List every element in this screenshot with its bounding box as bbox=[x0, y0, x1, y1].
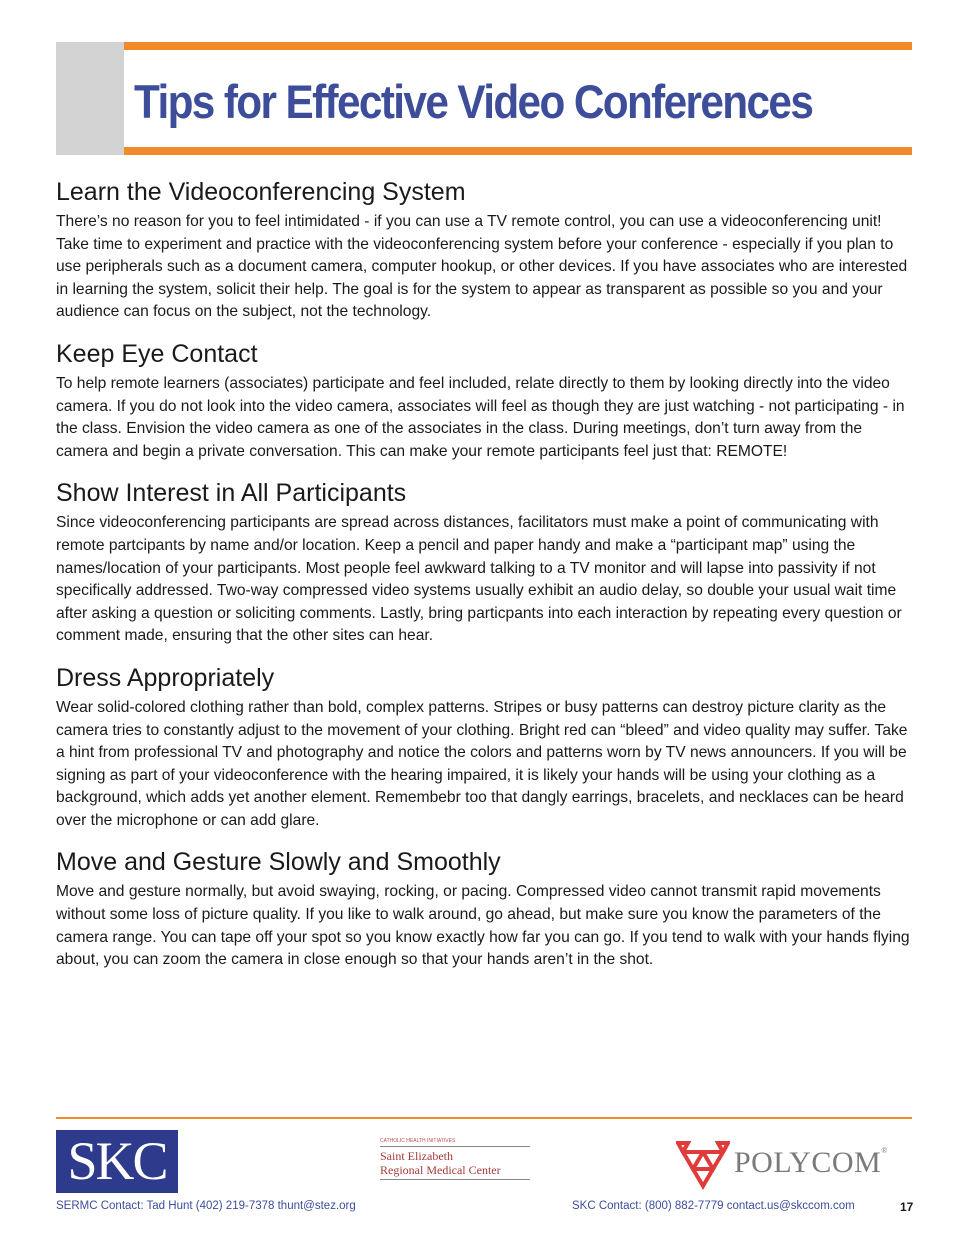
section-heading: Dress Appropriately bbox=[56, 663, 275, 692]
footer-skc-contact: SKC Contact: (800) 882-7779 contact.us@skccom.com bbox=[572, 1200, 855, 1212]
section-eye-contact bbox=[56, 339, 916, 463]
section-show-interest bbox=[56, 478, 916, 648]
main-content bbox=[56, 177, 916, 987]
section-body: There’s no reason for you to feel intimidated - if you can use a TV remote control, you can use a videoconferencing unit! Take time to experiment and practice with the videoconferencing system before your conference - especially if you plan to use peripherals such as a document camera, computer hookup, or other devices. If you have associates who are interested in learning the system, solicit their help. The goal is for the system to appear as transparent as possible so you and your audience can focus on the subject, not the technology. bbox=[56, 213, 908, 321]
section-heading: Show Interest in All Participants bbox=[56, 479, 407, 508]
sermc-logo-divider bbox=[380, 1179, 530, 1180]
header-gray-block bbox=[56, 42, 124, 155]
sermc-logo-name-2: Regional Medical Center bbox=[380, 1163, 501, 1177]
section-body: Move and gesture normally, but avoid swaying, rocking, or pacing. Compressed video cannot transmit rapid movements without some loss of picture quality. If you like to walk around, go ahead, but make sure you know the parameters of the camera range. You can tape off your spot so you know exactly how far you can go. If you tend to walk with your hands flying about, you can zoom the camera in close enough so that your hands aren’t in the shot. bbox=[56, 883, 910, 969]
section-heading: Learn the Videoconferencing System bbox=[56, 178, 466, 206]
section-body: Since videoconferencing participants are spread across distances, facilitators must make a point of communicating with remote partcipants by name and/or location. Keep a pencil and paper handy and make a “participant map” using the names/location of your participants. Most people feel awkward talking to a TV monitor and will lapse into passivity if not specifically addressed. Two-way compressed video systems usually exhibit an audio delay, so double your usual wait time after asking a question or soliciting comments. Lastly, bring particpants into each interaction by repeating every question or comment made, ensuring that the other sites can hear. bbox=[56, 514, 902, 645]
page-title: Tips for Effective Video Conferences bbox=[134, 75, 813, 128]
registered-mark: ® bbox=[881, 1146, 888, 1155]
footer-sermc-contact: SERMC Contact: Tad Hunt (402) 219-7378 thunt@stez.org bbox=[56, 1200, 356, 1212]
section-body: To help remote learners (associates) participate and feel included, relate directly to them by looking directly into the video camera. If you do not look into the video camera, associates will feel as though they are just watching - not participating - in the class. Envision the video camera as one of the associates in the class. During meetings, don’t turn away from the camera and begin a private conversation. This can make your remote participants feel just that: REMOTE! bbox=[56, 374, 905, 460]
header-top-rule bbox=[124, 42, 912, 50]
skc-logo: SKC bbox=[56, 1130, 178, 1193]
sermc-logo bbox=[380, 1138, 535, 1190]
polycom-logo bbox=[676, 1140, 906, 1192]
header-bottom-rule bbox=[124, 147, 912, 155]
polycom-wordmark bbox=[734, 1146, 888, 1180]
section-learn-system bbox=[56, 177, 916, 324]
sermc-logo-divider bbox=[380, 1146, 530, 1147]
footer-rule bbox=[56, 1117, 912, 1119]
polycom-name: POLYCOM bbox=[734, 1146, 882, 1179]
sermc-logo-tagline: CATHOLIC HEALTH INITIATIVES bbox=[380, 1138, 456, 1144]
page-number: 17 bbox=[900, 1200, 914, 1214]
section-body: Wear solid-colored clothing rather than bold, complex patterns. Stripes or busy patterns can destroy picture clarity as the camera tries to constantly adjust to the movement of your clothing. Bright red can “bleed” and video quality may suffer. Take a hint from professional TV and photography and notice the colors and patterns worn by TV news announcers. If you will be signing as part of your videoconference with the hearing impaired, it is likely your hands will be using your clothing as a background, which adds yet another element. Remembebr too that dangly earrings, bracelets, and necklaces can be heard over the microphone or can add glare. bbox=[56, 698, 908, 829]
section-heading: Move and Gesture Slowly and Smoothly bbox=[56, 848, 501, 877]
section-dress bbox=[56, 663, 916, 833]
sermc-logo-name-1: Saint Elizabeth bbox=[380, 1149, 453, 1163]
section-heading: Keep Eye Contact bbox=[56, 339, 258, 368]
section-move-gesture bbox=[56, 847, 916, 971]
polycom-triangles-icon bbox=[676, 1140, 730, 1190]
